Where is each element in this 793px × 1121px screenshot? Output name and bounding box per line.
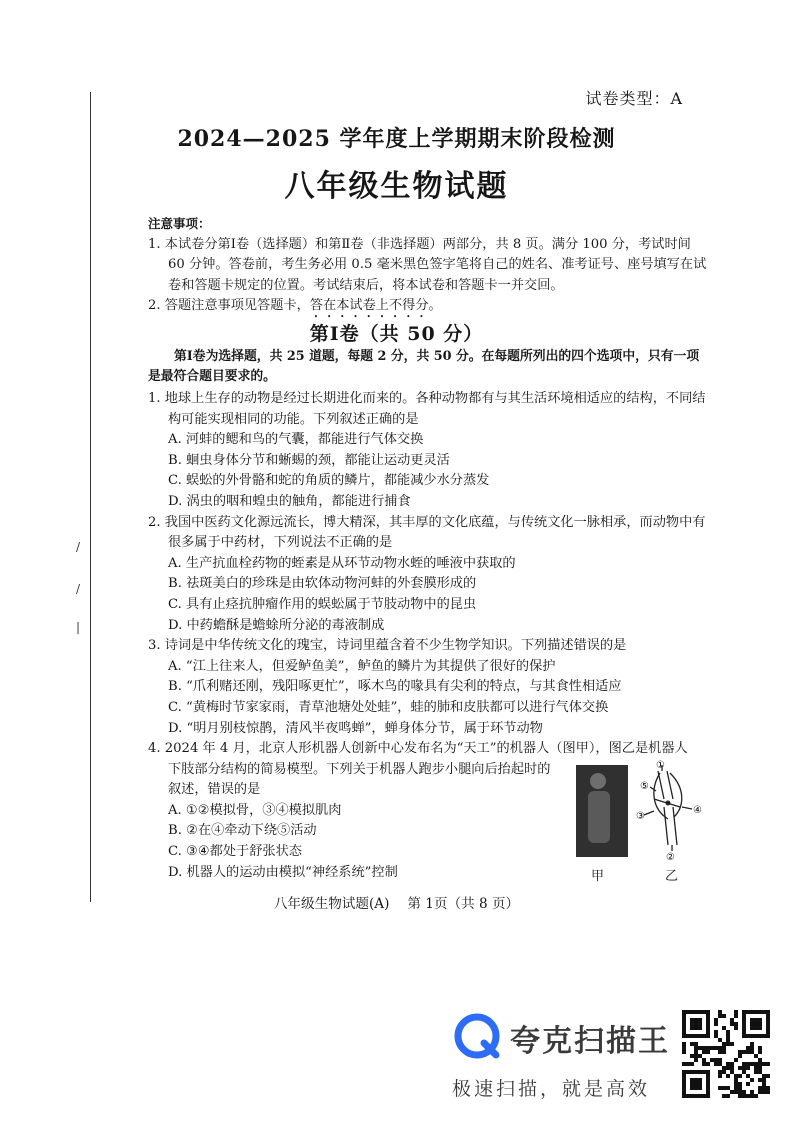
question-option: D. 机器人的运动由模拟“神经系统”控制: [168, 864, 398, 880]
question-stem: 1. 地球上生存的动物是经过长期进化而来的。各种动物都有与其生活环境相适应的结构，不同结构可能实现相同的功能。下列叙述正确的是: [148, 391, 706, 427]
diagram-marker: ②: [666, 852, 675, 862]
question-option: B. ②在④牵动下绕⑤活动: [168, 823, 317, 839]
diagram-marker: ③: [636, 811, 645, 823]
section-intro: 第Ⅰ卷为选择题，共 25 道题，每题 2 分，共 50 分。在每题所列出的四个选项中，只有一项是最符合题目要求的。: [148, 349, 700, 384]
question-list: [148, 389, 708, 883]
question-option: A. 河蚌的鳃和鸟的气囊，都能进行气体交换: [168, 432, 424, 448]
question-option: C. 具有止痉抗肿瘤作用的蜈蚣属于节肢动物中的昆虫: [168, 596, 477, 612]
exam-title: 2024—2025 学年度上学期期末阶段检测: [177, 126, 616, 152]
question-stem: 3. 诗词是中华传统文化的瑰宝，诗词里蕴含着不少生物学知识。下列描述错误的是: [148, 638, 627, 654]
paper-type: 试卷类型：A: [585, 89, 683, 108]
notice-heading: 注意事项：: [148, 216, 211, 231]
binding-mark: /: [76, 540, 81, 554]
binding-mark: |: [76, 620, 81, 634]
question-option: C. 蜈蚣的外骨骼和蛇的角质的鳞片，都能减少水分蒸发: [168, 473, 490, 489]
qr-code-icon: [682, 1010, 770, 1098]
diagram-marker: ⑤: [640, 781, 649, 793]
question: [148, 389, 708, 513]
question-option: D. 中药蟾酥是蟾蜍所分泌的毒液制成: [168, 617, 385, 633]
binding-line: [90, 92, 91, 902]
scanner-logo-icon: [454, 1013, 500, 1059]
exam-subtitle: 八年级生物试题: [284, 169, 509, 204]
figure-label: 乙: [664, 869, 678, 885]
question-stem: [148, 739, 708, 760]
section-heading: 第Ⅰ卷（共 50 分）: [309, 323, 484, 345]
notice-item-suffix: 。: [428, 298, 442, 314]
question-option: B. 蛔虫身体分节和蜥蜴的颈，都能让运动更灵活: [168, 452, 450, 468]
leg-model-diagram: [636, 759, 706, 861]
notice-item: [148, 296, 708, 321]
question-option: A. 生产抗血栓药物的蛭素是从环节动物水蛭的唾液中获取的: [168, 555, 516, 571]
notice-block: [148, 214, 708, 321]
notice-item-emphasis: 答在本试卷上不得分: [309, 298, 429, 314]
question-stem: 2. 我国中医药文化源远流长，博大精深，其丰厚的文化底蕴，与传统文化一脉相承，而动物中有很多属于中药材，下列说法不正确的是: [148, 514, 706, 551]
question: [148, 739, 708, 883]
question: [148, 513, 708, 637]
question-stem-line: 4. 2024 年 4 月，北京人形机器人创新中心发布名为“天工”的机器人（图甲），图乙是机器人: [148, 741, 688, 757]
notice-item: 1. 本试卷分第Ⅰ卷（选择题）和第Ⅱ卷（非选择题）两部分，共 8 页。满分 100 分，考试时间 60 分钟。答卷前，考生务必用 0.5 毫米黑色签字笔将自己的姓名、准考证号、座号填写在试卷和答题卡规定的位置。考试结束后，将本试卷和答题卡一并交回。: [148, 236, 707, 293]
binding-mark: /: [76, 582, 81, 596]
question-option: A. ①②模拟骨，③④模拟肌肉: [168, 802, 342, 818]
notice-item-prefix: 2. 答题注意事项见答题卡，: [148, 298, 310, 314]
question-option: B. “爪利赌还刚，残阳啄更忙”，啄木鸟的喙具有尖利的特点，与其食性相适应: [168, 679, 622, 695]
robot-photo: [576, 765, 628, 857]
question-option: C. “黄梅时节家家雨，青草池塘处处蛙”，蛙的肺和皮肤都可以进行气体交换: [168, 699, 609, 715]
question-option: D. 涡虫的咽和蝗虫的触角，都能进行捕食: [168, 493, 411, 509]
figure-label: 甲: [590, 869, 604, 885]
question-option: D. “明月别枝惊鹊，清风半夜鸣蝉”，蝉身体分节，属于环节动物: [168, 720, 543, 736]
page-footer: 八年级生物试题(A) 第 1页（共 8 页）: [273, 896, 520, 912]
question-option: C. ③④都处于舒张状态: [168, 844, 302, 860]
question-stem-line: 叙述，错误的是: [168, 782, 261, 798]
question: [148, 636, 708, 739]
question-option: B. 祛斑美白的珍珠是由软体动物河蚌的外套膜形成的: [168, 576, 477, 592]
diagram-marker: ④: [693, 805, 702, 817]
question-stem-line: 下肢部分结构的简易模型。下列关于机器人跑步小腿向后抬起时的: [168, 761, 551, 777]
watermark-slogan: 极速扫描，就是高效: [452, 1078, 651, 1100]
watermark-brand: 夸克扫描王: [510, 1024, 670, 1059]
diagram-marker: ①: [656, 760, 665, 772]
question-option: A. “江上往来人，但爱鲈鱼美”，鲈鱼的鳞片为其提供了很好的保护: [168, 658, 556, 674]
